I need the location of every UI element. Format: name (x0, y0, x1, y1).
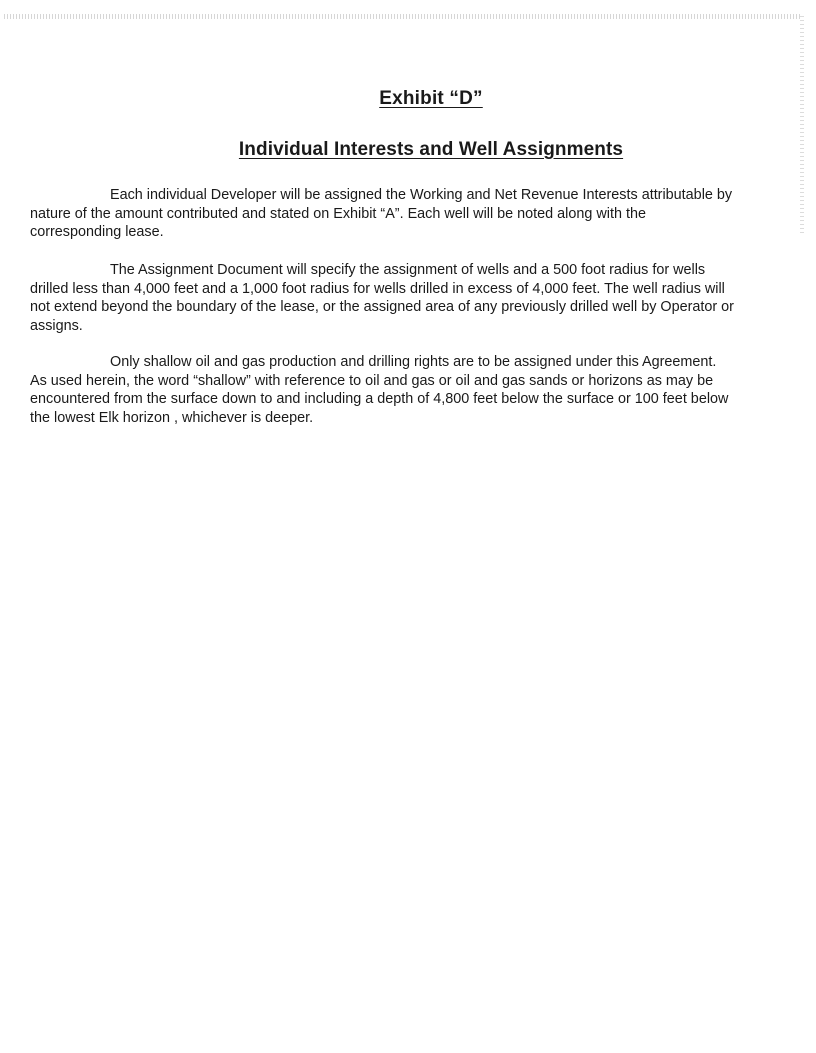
exhibit-title: Exhibit “D” (379, 88, 483, 109)
paragraph-assignment-document: The Assignment Document will specify the assignment of wells and a 500 foot radius for wells drilled less than 4,000 feet and a 1,000 foot radius for wells drilled in excess of 4,000 feet. The well radius will not extend beyond the boundary of the lease, or the assigned area of any previously drilled well by Operator or assigns. (30, 262, 734, 334)
paragraph-shallow-rights: Only shallow oil and gas production and drilling rights are to be assigned under this Agreement. As used herein, the word “shallow” with reference to oil and gas or oil and gas sands or horizons as may be encountered from the surface down to and including a depth of 4,800 feet below the surface or 100 feet below the lowest Elk horizon , whichever is deeper. (30, 354, 729, 426)
scan-edge-right (800, 16, 804, 236)
section-title: Individual Interests and Well Assignments (238, 139, 624, 160)
paragraph-interests: Each individual Developer will be assigned the Working and Net Revenue Interests attributable by nature of the amount contributed and stated on Exhibit “A”. Each well will be noted along with the corresponding lease. (30, 187, 733, 240)
scan-edge-top (4, 14, 802, 19)
